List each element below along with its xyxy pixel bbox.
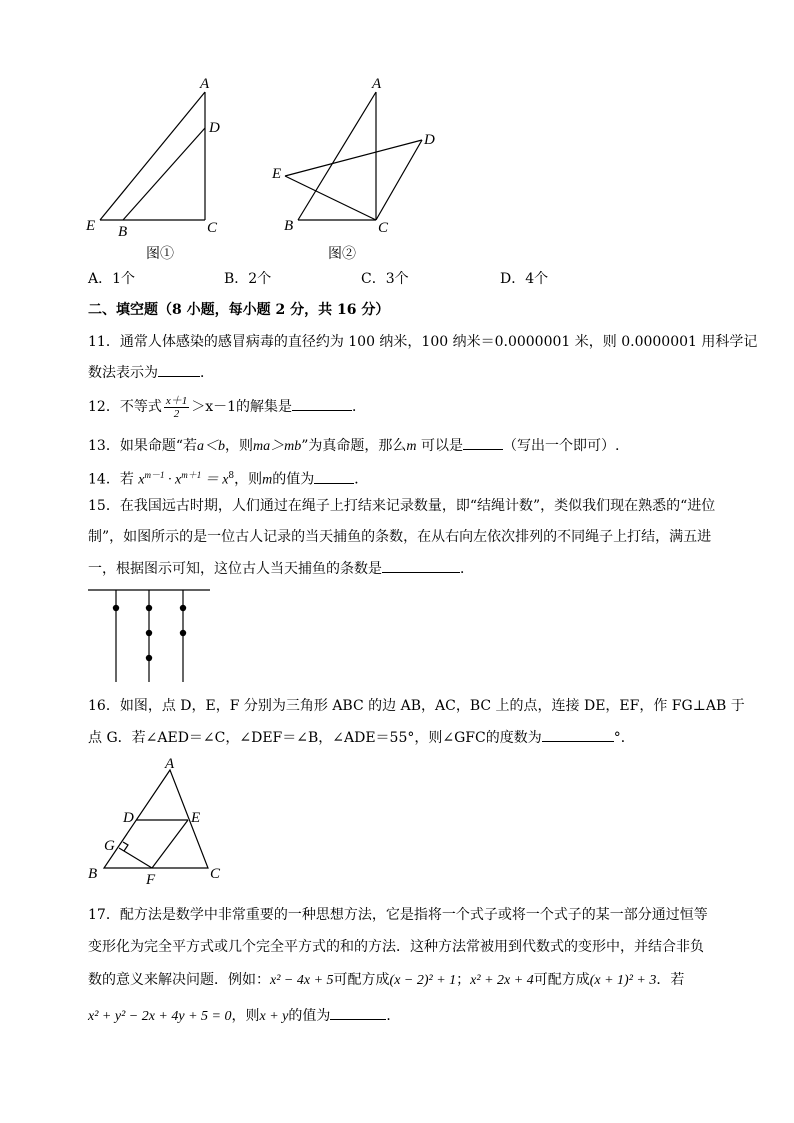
q16-text: 点 G．若∠AED＝∠C，∠DEF＝∠B，∠ADE＝55°，则∠GFC的度数为 xyxy=(88,730,542,746)
figure-top xyxy=(80,72,460,267)
tri-label-f: F xyxy=(146,872,156,886)
q17-line-3 xyxy=(88,970,684,991)
q17-text-a: 数的意义来解决问题．例如： xyxy=(88,972,270,988)
q17-expr-2: (x − 2)² + 1 xyxy=(389,973,457,988)
fig2-segment-dc xyxy=(376,140,422,220)
q17-text-f: ，则 xyxy=(231,1008,260,1024)
q14-end: ． xyxy=(354,471,369,488)
q17-expr-1: x² − 4x + 5 xyxy=(270,973,334,988)
q17-expr-4: (x + 1)² + 3 xyxy=(589,973,657,988)
q11-text: 数法表示为 xyxy=(88,365,158,381)
q12-fraction-denominator: 2 xyxy=(173,407,180,420)
segment-fg xyxy=(119,848,152,868)
fig2-label-e: E xyxy=(272,166,282,182)
q17-text-g: 的值为 xyxy=(288,1008,331,1024)
fig2-label-a: A xyxy=(372,76,382,92)
tri-label-g: G xyxy=(104,838,115,854)
q15-line-2: 制”，如图所示的是一位古人记录的当天捕鱼的条数，在从右向左依次排列的不同绳子上打结，满五进 xyxy=(88,529,712,545)
q12-pre: 12．不等式 xyxy=(88,399,162,415)
fig1-segment-ea xyxy=(100,92,205,220)
fig1-label-d: D xyxy=(209,120,220,136)
q16-line-1: 16．如图，点 D，E，F 分别为三角形 ABC 的边 AB，AC，BC 上的点，连接 DE，EF，作 FG⊥AB 于 xyxy=(88,698,745,714)
q11-line-2 xyxy=(88,362,214,383)
q12-mid: ＞x－1的解集是 xyxy=(191,399,293,415)
triangle-figure xyxy=(84,756,234,886)
q14-line xyxy=(88,465,368,491)
q17-text-c: ； xyxy=(456,972,471,988)
fig2-label-c: C xyxy=(378,220,389,236)
fig2-caption: 图② xyxy=(328,247,356,262)
knot-dot xyxy=(146,605,152,611)
fig1-label-a: A xyxy=(200,76,210,92)
q17-text-b: 可配方成 xyxy=(333,972,390,988)
q14-dot: · x xyxy=(164,472,182,488)
q17-line-2: 变形化为完全平方式或几个完全平方式的和的方法．这种方法常被用到代数式的变形中，并结合非负 xyxy=(88,939,704,955)
q14-post2: 的值为 xyxy=(272,471,315,488)
q17-line-4 xyxy=(88,1005,400,1027)
q16-end: °． xyxy=(613,730,635,746)
q10-option-b: B．2个 xyxy=(224,271,272,287)
q14-pre: 14．若 xyxy=(88,471,139,488)
q11-end: ． xyxy=(200,365,214,381)
figure-1 xyxy=(100,92,205,220)
fig1-label-c: C xyxy=(207,220,218,236)
q16-answer-blank[interactable] xyxy=(542,727,614,742)
q12-end: ． xyxy=(352,399,367,415)
fig1-label-b: B xyxy=(118,224,128,240)
q13-pre: 13．如果命题“若 xyxy=(88,438,197,454)
q15-text: 一，根据图示可知，这位古人当天捕鱼的条数是 xyxy=(88,561,382,577)
fig1-label-e: E xyxy=(86,218,96,234)
q13-end: （写出一个即可）. xyxy=(502,438,620,454)
fig2-label-b: B xyxy=(284,218,294,234)
segment-ef xyxy=(152,820,188,868)
q15-answer-blank[interactable] xyxy=(382,558,460,573)
q17-line-1: 17．配方法是数学中非常重要的一种思想方法，它是指将一个式子或将一个式子的某一部分通过恒等 xyxy=(88,907,708,923)
q11-answer-blank[interactable] xyxy=(158,362,200,377)
q17-expr-3: x² + 2x + 4 xyxy=(470,973,534,988)
q13-mid1: ，则 xyxy=(224,438,253,454)
q15-line-3 xyxy=(88,558,474,579)
fig2-label-d: D xyxy=(424,132,435,148)
q14-mid: ，则 xyxy=(234,471,263,488)
knot-dot xyxy=(180,630,186,636)
figure-2 xyxy=(285,92,422,220)
q13-answer-blank[interactable] xyxy=(463,435,503,450)
q11-line-1: 11．通常人体感染的感冒病毒的直径约为 100 纳米，100 纳米＝0.0000001 米，则 0.0000001 用科学记 xyxy=(88,334,758,350)
q14-answer-blank[interactable] xyxy=(314,469,354,484)
tri-label-a: A xyxy=(165,756,175,772)
fig2-segment-ed xyxy=(285,140,422,176)
right-angle-mark xyxy=(123,842,128,851)
knot-dot xyxy=(146,630,152,636)
knot-dot xyxy=(180,605,186,611)
q13-var: m xyxy=(406,439,417,454)
q14-sup1: m－1 xyxy=(144,470,165,480)
q14-expr: x xyxy=(138,472,145,488)
q12-fraction xyxy=(164,395,189,420)
knot-figure xyxy=(86,586,216,686)
q14-eq: ＝ x xyxy=(201,472,229,488)
q13-mid2: ”为真命题，那么 xyxy=(301,438,407,454)
tri-label-c: C xyxy=(210,866,221,882)
tri-label-b: B xyxy=(88,866,98,882)
q17-expr-5: x² + y² − 2x + 4y + 5 = 0 xyxy=(88,1009,232,1024)
q14-sup3: 8 xyxy=(228,471,235,481)
q15-line-1: 15．在我国远古时期，人们通过在绳子上打结来记录数量，即“结绳计数”，类似我们现在熟悉的“进位 xyxy=(88,498,716,514)
q10-option-a: A．1个 xyxy=(88,271,136,287)
q13-cond2: ma＞mb xyxy=(252,439,302,454)
q14-sup2: m＋1 xyxy=(181,470,202,480)
q17-end: ． xyxy=(386,1008,401,1024)
q12-line xyxy=(88,392,366,422)
q17-text-e: ．若 xyxy=(656,972,685,988)
section-2-title: 二、填空题（8 小题，每小题 2 分，共 16 分） xyxy=(88,302,390,318)
fig1-caption: 图① xyxy=(146,247,174,262)
q14-var: m xyxy=(262,472,273,488)
tri-label-e: E xyxy=(191,810,201,826)
q12-answer-blank[interactable] xyxy=(292,396,352,411)
q13-mid3: 可以是 xyxy=(416,438,463,454)
q12-fraction-numerator: x＋1 xyxy=(165,394,188,407)
knot-dot xyxy=(113,605,119,611)
q10-option-d: D．4个 xyxy=(500,271,549,287)
fig2-segment-ec xyxy=(285,176,376,220)
q13-line xyxy=(88,435,619,457)
q16-line-2 xyxy=(88,727,635,748)
q17-answer-blank[interactable] xyxy=(330,1005,386,1020)
knot-dot xyxy=(146,655,152,661)
q17-expr-6: x + y xyxy=(259,1009,289,1024)
q10-option-c: C．3个 xyxy=(361,271,409,287)
q17-text-d: 可配方成 xyxy=(533,972,590,988)
tri-label-d: D xyxy=(123,810,134,826)
q15-end: ． xyxy=(460,561,474,577)
q13-cond1: a＜b xyxy=(196,439,225,454)
